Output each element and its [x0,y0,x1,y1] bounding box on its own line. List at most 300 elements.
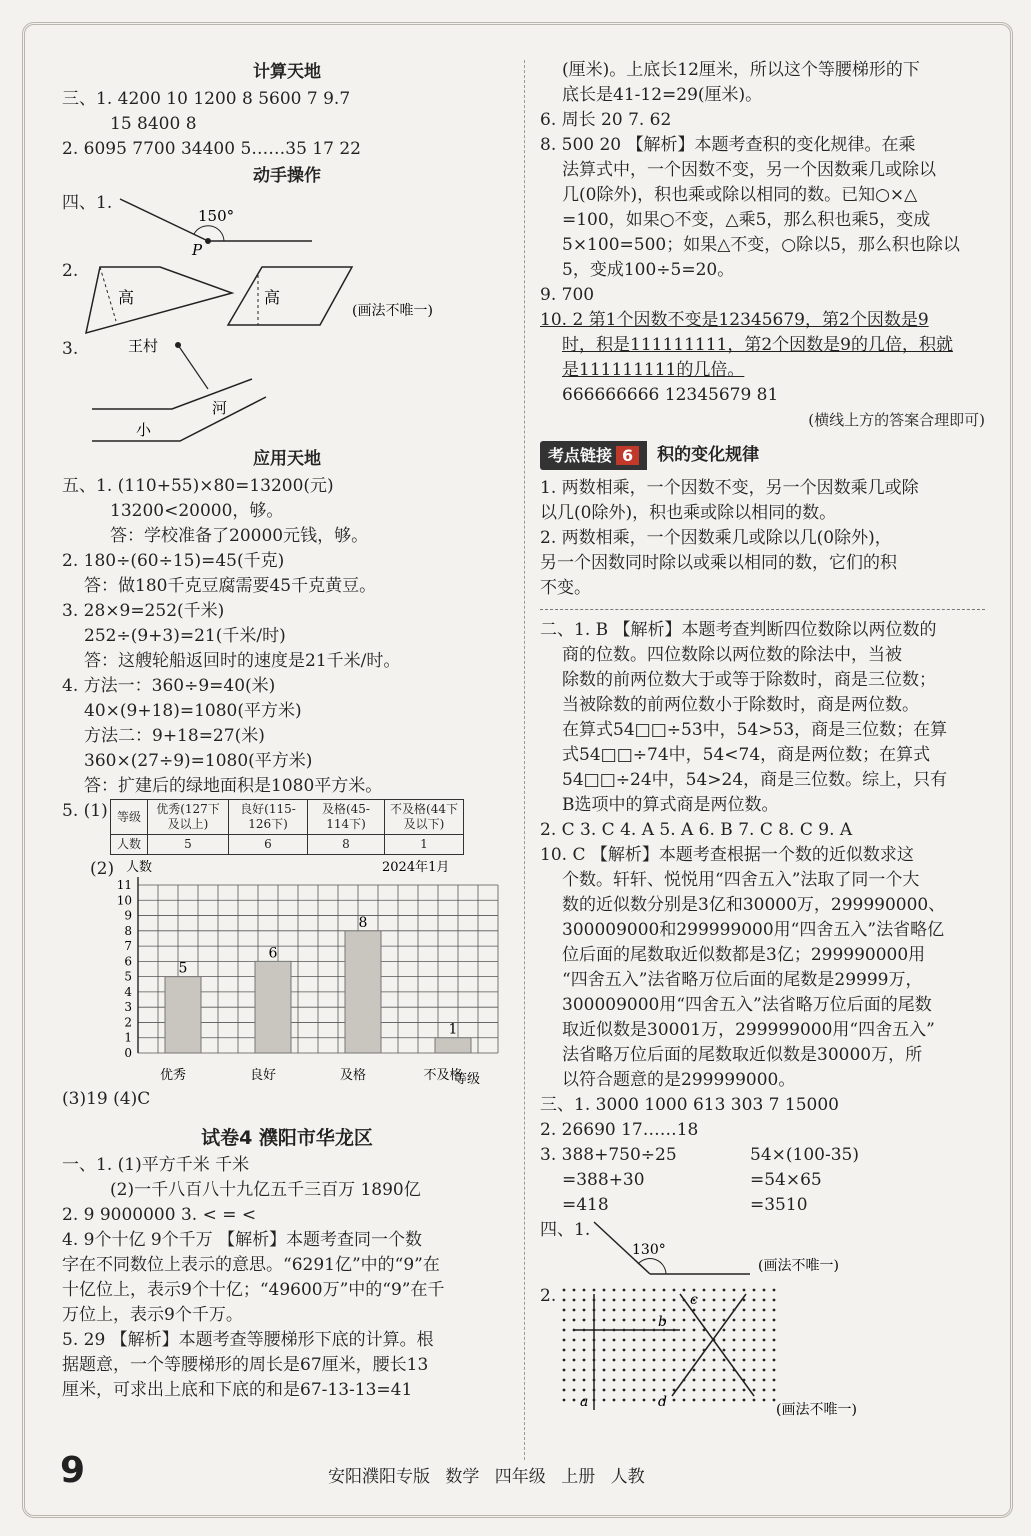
grid-dot [743,1319,746,1322]
calc-step: =3510 [750,1195,808,1215]
grid-dot [773,1319,776,1322]
grid-dot [693,1369,696,1372]
bar-value-label: 1 [448,1021,458,1038]
question-label: 3. [62,339,79,359]
height-diagram [62,259,512,337]
grid-dot [573,1309,576,1312]
answer-line: B选项中的算式商是两位数。 [562,795,779,815]
grid-dot [753,1319,756,1322]
grid-dot [573,1319,576,1322]
grid-dot [743,1389,746,1392]
grid-dot [763,1289,766,1292]
angle-diagram [62,191,512,259]
grid-dot [633,1399,636,1402]
answer-line: 5×100=500；如果△不变，○除以5，那么积也除以 [562,235,960,255]
answer-line: 时，积是111111111，第2个因数是9的几倍，积就 [562,335,953,355]
label-b: b [658,1314,667,1330]
grid-dot [633,1339,636,1342]
answer-line: 13200<20000，够。 [110,501,284,521]
grid-dot [753,1339,756,1342]
answer-line: 三、1. 4200 10 1200 8 5600 7 9.7 [62,89,351,109]
answer-line: 360×(27÷9)=1080(平方米) [84,751,313,771]
grid-dot [633,1349,636,1352]
answer-line: 答：这艘轮船返回时的速度是21千米/时。 [84,651,401,671]
answer-line: 2. 180÷(60÷15)=45(千克) [62,551,285,571]
grid-dot [773,1389,776,1392]
question-label: 5. (1) [62,801,108,821]
x-tick-label: 优秀 [159,1068,187,1083]
grade-table-block [62,799,512,857]
grid-dot [603,1289,606,1292]
x-tick-label: 及格 [339,1068,367,1083]
grid-dot [723,1379,726,1382]
grid-dot [583,1369,586,1372]
question-label: (2) [90,859,115,879]
answer-line: (厘米)。上底长12厘米，所以这个等腰梯形的下 [562,60,920,80]
grid-dot [673,1349,676,1352]
grid-dot [773,1379,776,1382]
grid-dot [763,1349,766,1352]
answer-line: 252÷(9+3)=21(千米/时) [84,626,286,646]
grid-dot [773,1359,776,1362]
grid-dot [583,1349,586,1352]
answer-line: 300009000用“四舍五入”法省略万位后面的尾数 [562,995,932,1015]
question-label: 四、1. [540,1220,591,1240]
grid-dot [653,1359,656,1362]
grid-dot [733,1399,736,1402]
grid-dot [683,1329,686,1332]
trapezoid-shape [86,267,232,333]
grid-dot [723,1289,726,1292]
answer-line: (2)一千八百八十九亿五千三百万 1890亿 [110,1180,421,1200]
x-tick-label: 不及格 [423,1068,463,1083]
grid-dot [643,1359,646,1362]
grid-dot [643,1319,646,1322]
bar-chart [62,857,512,1087]
answer-line: 取近似数是30001万，299999000用“四舍五入” [562,1020,935,1040]
knowledge-line: 以几(0除外)，积也乘或除以相同的数。 [540,503,837,523]
grid-dot [623,1359,626,1362]
grid-dot [643,1369,646,1372]
section-heading-apply: 应用天地 [253,449,321,469]
answer-line: 9. 700 [540,285,595,305]
grid-dot [573,1349,576,1352]
height-label: 高 [118,288,135,307]
grid-dot [703,1399,706,1402]
answer-line: 2. 6095 7700 34400 5……35 17 22 [62,139,361,159]
answer-line: 厘米，可求出上底和下底的和是67-13-13=41 [62,1380,413,1400]
answer-line: 万位上，表示9个千万。 [62,1305,243,1325]
y-tick-label: 11 [116,878,132,892]
grid-dot [663,1369,666,1372]
grid-dot [573,1369,576,1372]
y-tick-label: 4 [124,984,132,999]
grid-dot [763,1359,766,1362]
grid-dot [753,1289,756,1292]
grid-dot [663,1379,666,1382]
grid-dot [733,1329,736,1332]
answer-line: 式54□□÷74中，54<74，商是两位数；在算式 [562,745,931,765]
section-divider [540,609,985,610]
answer-line: 字在不同数位上表示的意思。“6291亿”中的“9”在 [62,1255,440,1275]
grid-dot [703,1309,706,1312]
knowledge-line: 2. 两数相乘，一个因数乘几或除以几(0除外)， [540,528,892,548]
grid-dot [623,1309,626,1312]
grid-dot [763,1389,766,1392]
grid-dot [773,1329,776,1332]
grid-dot [693,1289,696,1292]
grid-dot [743,1399,746,1402]
grid-dot [603,1359,606,1362]
grid-dot [683,1289,686,1292]
grid-dot [623,1349,626,1352]
grid-dot [623,1299,626,1302]
grid-dot [633,1309,636,1312]
grid-dot [703,1339,706,1342]
bar [345,931,381,1053]
grid-dot [693,1399,696,1402]
grid-dot [733,1319,736,1322]
grid-dot [673,1359,676,1362]
section-heading-calc: 计算天地 [253,62,321,82]
answer-line: 数的近似数分别是3亿和30000万，299990000、 [562,895,946,915]
calc-step: 54×(100-35) [750,1145,859,1165]
grid-dot [633,1299,636,1302]
figure-angle-130 [540,1218,985,1280]
bar-chart-block [62,857,512,1087]
grid-dot [573,1289,576,1292]
knowledge-banner [540,441,985,470]
answer-line: 法省略万位后面的尾数取近似数是30000万，所 [562,1045,923,1065]
note-text: (画法不唯一) [758,1258,839,1274]
y-tick-label: 1 [124,1030,132,1045]
figure-angle-150 [62,191,512,259]
answer-line: 除数的前两位数大于或等于除数时，商是三位数； [562,670,936,690]
answer-line: 当被除数的前两位数小于除数时，商是两位数。 [562,695,919,715]
shortest-path-line [178,345,208,389]
table-header: 不及格(44下及以下) [385,800,464,835]
answer-line: 10. 2 第1个因数不变是12345679，第2个因数是9 [540,310,929,330]
grid-dot [753,1349,756,1352]
y-tick-label: 5 [124,969,132,984]
grid-dot [703,1319,706,1322]
grid-dot [583,1359,586,1362]
footer-text: 安阳濮阳专版 数学 四年级 上册 人教 [328,1467,645,1487]
grid-dot [563,1339,566,1342]
grid-dot [563,1389,566,1392]
bar [255,961,291,1053]
grid-dot [723,1369,726,1372]
grid-dot [673,1399,676,1402]
grid-dot [693,1379,696,1382]
grid-dot [743,1359,746,1362]
grid-dot [753,1369,756,1372]
answer-line: 以符合题意的是299999000。 [562,1070,796,1090]
question-label: 2. [62,261,79,281]
banner-tag-text: 考点链接 [548,446,613,465]
grid-dot [653,1389,656,1392]
answer-line: 4. 9个十亿 9个千万 【解析】本题考查同一个数 [62,1230,423,1250]
grid-dot [763,1339,766,1342]
grid-dot [653,1399,656,1402]
answer-line: 54□□÷24中，54>24，商是三位数。综上，只有 [562,770,948,790]
grid-dot [683,1359,686,1362]
grid-dot [733,1349,736,1352]
grid-dot [643,1379,646,1382]
grid-dot [683,1319,686,1322]
grid-dot [573,1379,576,1382]
village-river-diagram [62,337,512,445]
answer-line: 10. C 【解析】本题考查根据一个数的近似数求这 [540,845,914,865]
answer-line: 商的位数。四位数除以两位数的除法中，当被 [562,645,902,665]
grid-dot [603,1339,606,1342]
grid-dot [763,1399,766,1402]
grid-dot [623,1319,626,1322]
chart-xlabel: 等级 [454,1072,481,1087]
riverbank-upper [92,379,252,409]
grid-dot [653,1339,656,1342]
answer-line: 2. 9 9000000 3. < = < [62,1205,257,1225]
page-number: 9 [60,1450,86,1491]
answer-line: 几(0除外)，积也乘或除以相同的数。已知○×△ [562,185,918,205]
grid-dot [633,1369,636,1372]
grid-dot [583,1309,586,1312]
grid-dot [613,1299,616,1302]
grid-dot [713,1309,716,1312]
grid-dot [613,1309,616,1312]
grid-dot [603,1299,606,1302]
grid-dot [753,1379,756,1382]
grid-dot [563,1399,566,1402]
grid-dot [713,1359,716,1362]
bar-value-label: 8 [358,914,368,931]
figure-dot-grid [540,1280,985,1420]
answer-line: 答：学校准备了20000元钱，够。 [110,526,369,546]
river-label: 河 [212,399,228,417]
grid-dot [603,1309,606,1312]
grid-dot [713,1369,716,1372]
grid-dot [693,1389,696,1392]
answer-line: 是111111111的几倍。 [562,360,745,380]
grid-dot [613,1379,616,1382]
grid-dot [643,1399,646,1402]
grid-dot [773,1289,776,1292]
grid-dot [563,1369,566,1372]
grid-dot [613,1319,616,1322]
grid-dot [773,1299,776,1302]
grid-dot [733,1339,736,1342]
angle-130-diagram [540,1218,985,1280]
right-column [540,58,985,1420]
grid-dot [603,1399,606,1402]
knowledge-line: 另一个因数同时除以或乘以相同的数，它们的积 [540,553,897,573]
point-p-label: P [192,241,203,259]
angle-label: 150° [198,207,235,225]
grid-dot [733,1299,736,1302]
grid-dot [713,1349,716,1352]
y-tick-label: 8 [124,923,132,938]
grid-dot [653,1369,656,1372]
banner-tag [540,441,647,470]
grid-dot [623,1389,626,1392]
x-tick-label: 良好 [249,1068,277,1083]
grid-dot [713,1389,716,1392]
label-d: d [658,1394,667,1410]
parallelogram-shape [228,267,352,325]
grid-dot [753,1329,756,1332]
grid-dot [673,1309,676,1312]
grid-dot [613,1289,616,1292]
small-label: 小 [136,421,152,439]
grid-dot [583,1299,586,1302]
grid-dot [723,1299,726,1302]
grid-dot [703,1389,706,1392]
answer-line: 十亿位上，表示9个十亿；“49600万”中的“9”在千 [62,1280,445,1300]
grid-dot [733,1359,736,1362]
grid-dot [723,1309,726,1312]
grid-dot [703,1379,706,1382]
grid-dot [613,1399,616,1402]
grid-dot [573,1339,576,1342]
chart-bars [160,915,471,1083]
banner-title: 积的变化规律 [657,445,760,465]
grid-dot [733,1389,736,1392]
bar [435,1038,471,1053]
answer-line: 5，变成100÷5=20。 [562,260,735,280]
table-cell: 1 [385,835,464,855]
chart-ylabel: 人数 [126,860,153,875]
grid-dot [573,1299,576,1302]
bar [165,977,201,1053]
grid-dot [633,1389,636,1392]
grid-dot [673,1319,676,1322]
grid-dot [563,1319,566,1322]
grid-dot [763,1309,766,1312]
table-cell: 人数 [111,835,148,855]
grid-dot [713,1289,716,1292]
grid-dot [733,1289,736,1292]
grid-dot [753,1309,756,1312]
grid-dot [643,1299,646,1302]
answer-line: =100，如果○不变，△乘5，那么积也乘5，变成 [562,210,931,230]
height-line [100,267,116,321]
grid-dot [673,1379,676,1382]
point-p [205,238,211,244]
grid-dot [723,1399,726,1402]
grid-dot [643,1339,646,1342]
answer-line: 答：做180千克豆腐需要45千克黄豆。 [84,576,377,596]
note-text: (画法不唯一) [776,1402,857,1418]
grid-dot [663,1309,666,1312]
grid-dot [743,1289,746,1292]
riverbank-lower [92,397,266,441]
grid-dot [683,1389,686,1392]
grid-dot [563,1299,566,1302]
grid-dot [743,1349,746,1352]
label-c: c [690,1292,698,1308]
ray-oblique [120,199,208,241]
grid-dot [663,1339,666,1342]
table-cell: 8 [308,835,385,855]
grid-dot [623,1339,626,1342]
calc-step: =54×65 [750,1170,822,1190]
answer-line: 一、1. (1)平方千米 千米 [62,1155,250,1175]
grid-dot [603,1369,606,1372]
answer-line: 在算式54□□÷53中，54>53，商是三位数；在算 [562,720,948,740]
answer-line: 答：扩建后的绿地面积是1080平方米。 [84,776,383,796]
grid-dot [693,1319,696,1322]
grid-dot [673,1289,676,1292]
answer-line: 4. 方法一：360÷9=40(米) [62,676,276,696]
grid-dot [703,1359,706,1362]
grid-dot [773,1369,776,1372]
answer-line: 5. 29 【解析】本题考查等腰梯形下底的计算。根 [62,1330,434,1350]
table-cell: 6 [229,835,308,855]
grid-dot [563,1289,566,1292]
answer-line: 8. 500 20 【解析】本题考查积的变化规律。在乘 [540,135,916,155]
bar-value-label: 6 [268,945,278,962]
height-label: 高 [264,288,281,307]
grid-dot [753,1359,756,1362]
grid-dot [643,1349,646,1352]
grid-dot [683,1339,686,1342]
chart-title: 2024年1月 [382,860,450,875]
grid-dot [623,1399,626,1402]
grid-dot [563,1329,566,1332]
answer-line: 五、1. (110+55)×80=13200(元) [62,476,334,496]
answer-line: (3)19 (4)C [62,1089,151,1109]
grid-dot [723,1319,726,1322]
answer-line: 3. 28×9=252(千米) [62,601,225,621]
grid-dot [663,1289,666,1292]
grid-dot [613,1369,616,1372]
answer-line: 方法二：9+18=27(米) [84,726,265,746]
grid-dot [753,1389,756,1392]
answer-line: 个数。轩轩、悦悦用“四舍五入”法取了同一个大 [562,870,920,890]
y-tick-label: 0 [124,1046,132,1060]
grid-dot [693,1349,696,1352]
grid-dot [743,1339,746,1342]
grid-dot [723,1359,726,1362]
grid-dot [633,1359,636,1362]
grid-dot [773,1339,776,1342]
calc-steps [540,1143,985,1218]
grid-dot [743,1369,746,1372]
table-header: 优秀(127下及以上) [148,800,229,835]
grid-dot [633,1379,636,1382]
note-text: (横线上方的答案合理即可) [808,411,985,429]
section-heading-hands: 动手操作 [253,166,321,186]
grid-dot [603,1319,606,1322]
answer-line: 底长是41-12=29(厘米)。 [562,85,763,105]
grid-dot [693,1329,696,1332]
grid-dot [593,1289,596,1292]
grid-dot [563,1359,566,1362]
grid-dot [763,1379,766,1382]
grid-dot [763,1319,766,1322]
grid-dot [683,1399,686,1402]
grid-dot [663,1349,666,1352]
question-label: 四、1. [62,193,113,213]
grid-dot [583,1319,586,1322]
answer-line: 2. C 3. C 4. A 5. A 6. B 7. C 8. C 9. A [540,820,853,840]
table-cell: 5 [148,835,229,855]
column-divider [524,60,525,1460]
grid-dot [683,1349,686,1352]
grid-dot [613,1389,616,1392]
grid-dot [623,1289,626,1292]
grid-dot [613,1349,616,1352]
